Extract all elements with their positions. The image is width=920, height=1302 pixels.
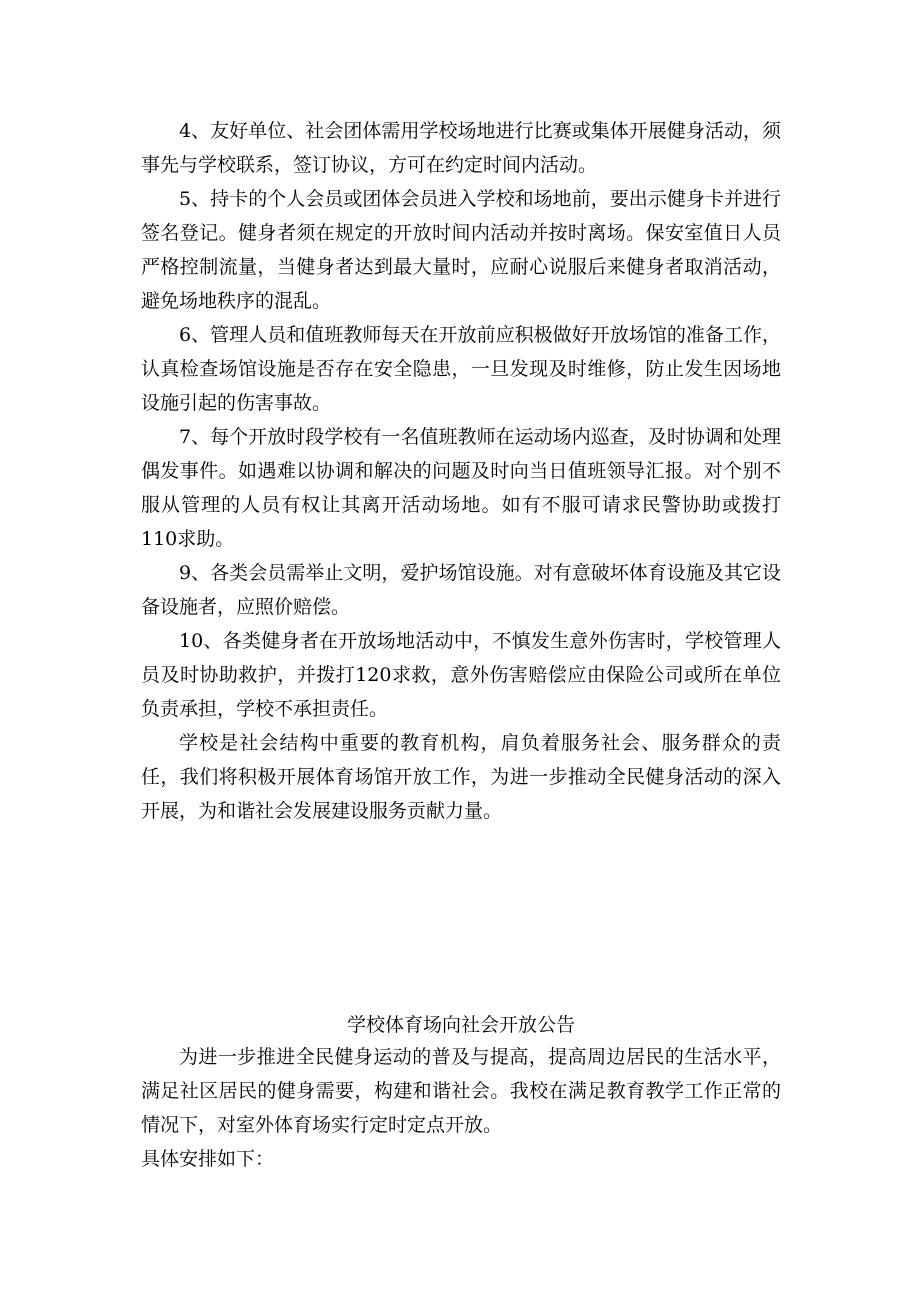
announcement-title: 学校体育场向社会开放公告	[346, 1014, 575, 1036]
rule-paragraph-5: 5、持卡的个人会员或团体会员进入学校和场地前，要出示健身卡并进行签名登记。健身者须在规定的开放时间内活动并按时离场。保安室值日人员严格控制流量，当健身者达到最大量时，应耐心说服后来健身者取消活动，避免场地秩序的混乱。	[141, 188, 781, 312]
closing-paragraph: 学校是社会结构中重要的教育机构，肩负着服务社会、服务群众的责任，我们将积极开展体育场馆开放工作，为进一步推动全民健身活动的深入开展，为和谐社会发展建设服务贡献力量。	[141, 732, 781, 822]
rule-paragraph-7: 7、每个开放时段学校有一名值班教师在运动场内巡查，及时协调和处理偶发事件。如遇难以协调和解决的问题及时向当日值班领导汇报。对个别不服从管理的人员有权让其离开活动场地。如有不服可请求民警协助或拨打110求助。	[141, 426, 781, 550]
rule-paragraph-10: 10、各类健身者在开放场地活动中，不慎发生意外伤害时，学校管理人员及时协助救护，并拨打120求救，意外伤害赔偿应由保险公司或所在单位负责承担，学校不承担责任。	[141, 630, 781, 720]
rule-paragraph-6: 6、管理人员和值班教师每天在开放前应积极做好开放场馆的准备工作，认真检查场馆设施是否存在安全隐患，一旦发现及时维修，防止发生因场地设施引起的伤害事故。	[141, 324, 781, 414]
rule-paragraph-4: 4、友好单位、社会团体需用学校场地进行比赛或集体开展健身活动，须事先与学校联系，签订协议，方可在约定时间内活动。	[141, 120, 781, 176]
rules-section	[141, 114, 781, 828]
rule-paragraph-9: 9、各类会员需举止文明，爱护场馆设施。对有意破坏体育设施及其它设备设施者，应照价赔偿。	[141, 562, 781, 618]
announcement-intro: 为进一步推进全民健身运动的普及与提高，提高周边居民的生活水平，满足社区居民的健身需要，构建和谐社会。我校在满足教育教学工作正常的情况下，对室外体育场实行定时定点开放。	[141, 1046, 781, 1136]
schedule-label: 具体安排如下：	[141, 1148, 275, 1170]
announcement-section	[141, 1040, 781, 1176]
